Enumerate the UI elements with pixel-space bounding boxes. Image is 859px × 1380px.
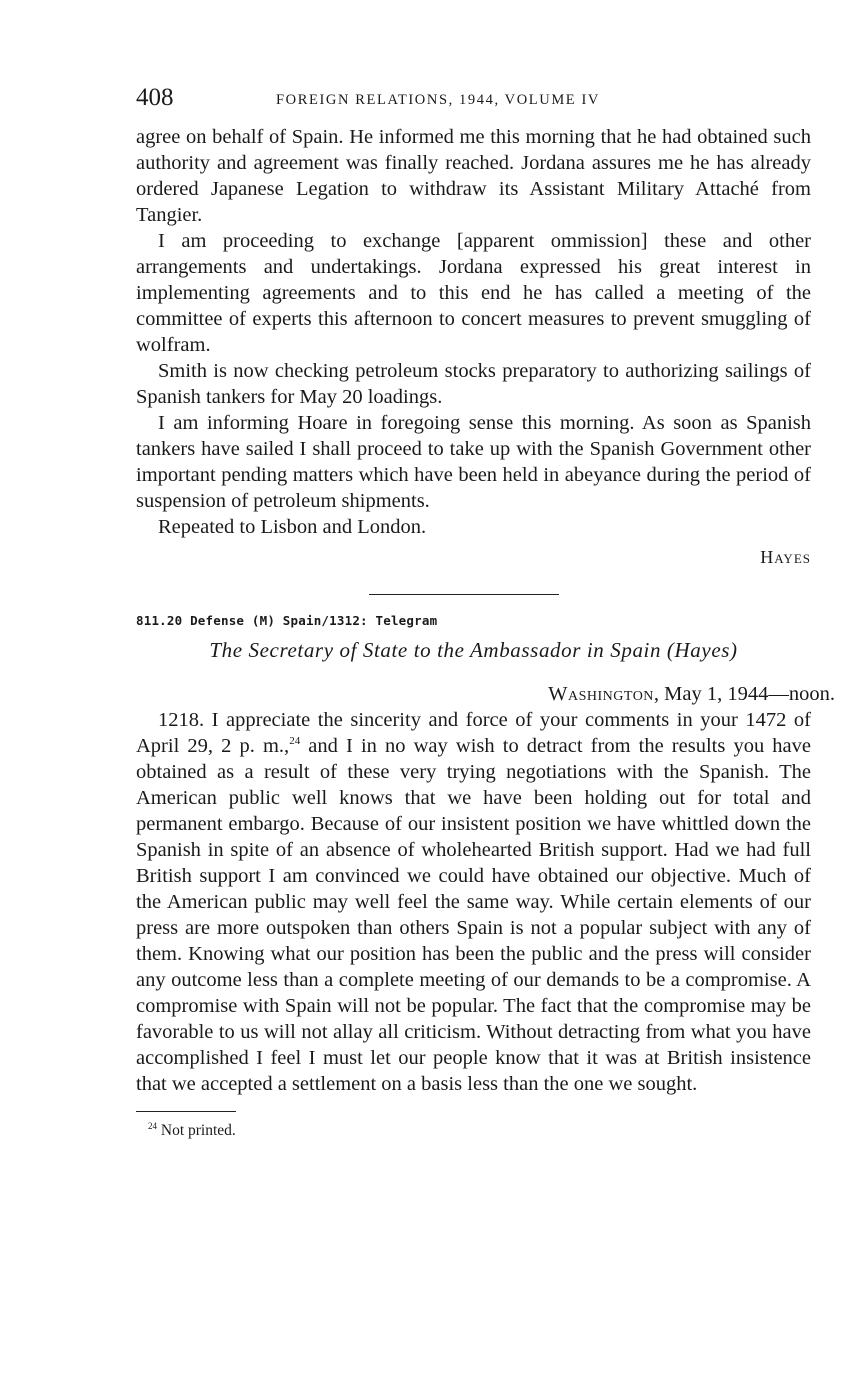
footnote-reference[interactable]: 24 — [289, 735, 301, 748]
file-reference: 811.20 Defense (M) Spain/1312: Telegram — [136, 613, 438, 628]
running-title: FOREIGN RELATIONS, 1944, VOLUME IV — [276, 92, 600, 108]
dateline-place: Washington — [548, 683, 654, 705]
telegram-body-part2: and I in no way wish to detract from the results you have obtained as a result of these very trying negotiations with the Spanish. The American public well knows that we have been holding out for total and permanent embargo. Because of our insistent position we have whittled down the Spanish in spite of an absence of wholehearted British support. Had we had full British support I am convinced we could have obtained our objective. Much of the American public may well feel the same way. While certain elements of our press are more outspoken than others Spain is not a popular subject with any of them. Knowing what our position has been the public and the press will consider any outcome less than a complete meeting of our demands to be a compromise. A compromise with Spain will not be popular. The fact that the compromise may be favorable to us will not allay all criticism. Without detracting from what you have accomplished I feel I must let our people know that it was at British insistence that we accepted a settlement on a basis less than the one we sought. — [136, 735, 812, 1095]
paragraph: I am proceeding to exchange [apparent ommission] these and other arrangements and undertakings. Jordana expressed his great interest in implementing agreements and to this end he has called a meeting of the committee of experts this afternoon to concert measures to prevent smuggling of wolfram. — [136, 230, 811, 356]
footnote-text: Not printed. — [160, 1122, 236, 1139]
document-title: The Secretary of State to the Ambassador in Spain (Hayes) — [209, 638, 738, 662]
paragraph: Repeated to Lisbon and London. — [158, 516, 427, 538]
running-header — [136, 80, 811, 124]
signature: Hayes — [760, 547, 811, 567]
section-divider — [369, 594, 559, 595]
paragraph: Smith is now checking petroleum stocks preparatory to authorizing sailings of Spanish tankers for May 20 loadings. — [136, 360, 811, 408]
paragraph: I am informing Hoare in foregoing sense this morning. As soon as Spanish tankers have sailed I shall proceed to take up with the Spanish Government other important pending matters which have been held in abeyance during the period of suspension of petroleum shipments. — [136, 412, 811, 512]
footnote — [136, 1122, 811, 1140]
footnote-marker: 24 — [148, 1120, 157, 1131]
document-page — [136, 80, 835, 1140]
telegram-body — [136, 707, 811, 1097]
paragraph-continued: agree on behalf of Spain. He informed me this morning that he had obtained such authority and agreement was finally reached. Jordana assures me he has already ordered Japanese Legation to withdraw its Assistant Military Attaché from Tangier. — [136, 126, 811, 226]
footnote-divider — [136, 1111, 236, 1112]
page-number: 408 — [136, 84, 174, 111]
telegram-body-part1: 1218. I appreciate the sincerity and force of your comments in your 1472 of April 29, 2 p. m., — [136, 709, 811, 757]
dateline — [160, 681, 835, 707]
dateline-date: , May 1, 1944—noon. — [653, 683, 835, 705]
continued-telegram — [136, 124, 811, 568]
